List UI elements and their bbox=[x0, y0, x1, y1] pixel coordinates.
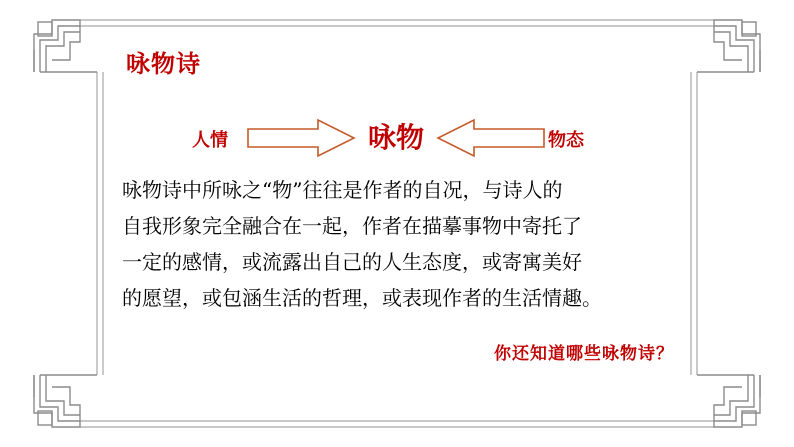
body-line: 一定的感情，或流露出自己的人生态度，或寄寓美好 bbox=[122, 250, 582, 274]
arrow-left-icon bbox=[434, 118, 546, 158]
body-line: 的愿望，或包涵生活的哲理，或表现作者的生活情趣。 bbox=[122, 286, 602, 310]
flow-left-label: 人情 bbox=[192, 130, 228, 151]
body-line: 自我形象完全融合在一起，作者在描摹事物中寄托了 bbox=[122, 214, 582, 238]
body-line: 咏物诗中所咏之“物”往往是作者的自况，与诗人的 bbox=[122, 178, 563, 202]
flow-center-label: 咏物 bbox=[368, 121, 425, 154]
question-prompt: 你还知道哪些咏物诗？ bbox=[494, 344, 674, 364]
body-paragraph bbox=[122, 172, 682, 316]
flow-right-label: 物态 bbox=[548, 130, 584, 151]
page-title: 咏物诗 bbox=[126, 50, 201, 78]
arrow-right-icon bbox=[246, 118, 358, 158]
